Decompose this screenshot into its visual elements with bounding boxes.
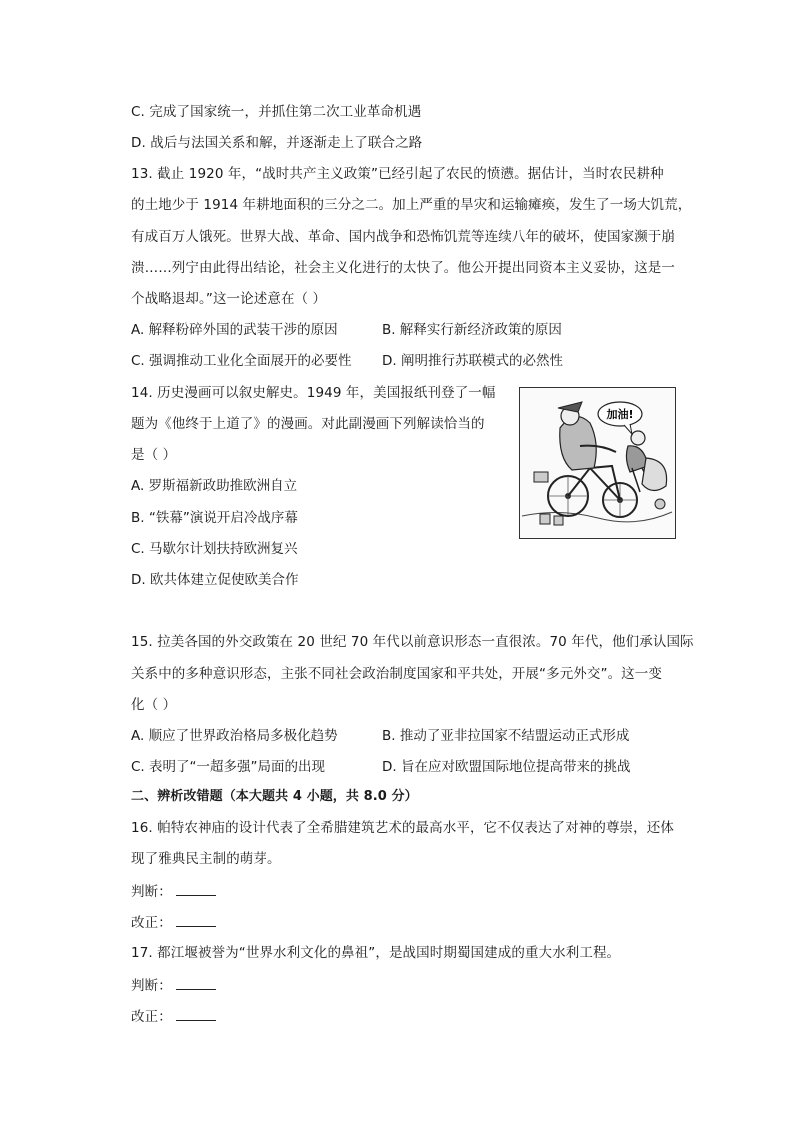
q17-fix-label: 改正：: [131, 1009, 172, 1025]
option-c-previous: C. 完成了国家统一，并抓住第二次工业革命机遇: [131, 104, 422, 120]
q15-option-c: C. 表明了“一超多强”局面的出现: [131, 759, 325, 775]
q14-option-b: B. “铁幕”演说开启冷战序幕: [131, 510, 298, 526]
option-d-previous: D. 战后与法国关系和解，并逐渐走上了联合之路: [131, 135, 423, 151]
q15-option-d: D. 旨在应对欧盟国际地位提高带来的挑战: [382, 759, 631, 775]
q16-line-2: 现了雅典民主制的萌芽。: [131, 851, 281, 867]
q13-line-3: 有成百万人饿死。世界大战、革命、国内战争和恐怖饥荒等连续八年的破坏，使国家濒于崩: [131, 229, 675, 245]
q17-judge-label: 判断：: [131, 978, 172, 994]
q13-line-4: 溃……列宁由此得出结论，社会主义化进行的太快了。他公开提出同资本主义妥协，这是一: [131, 260, 675, 276]
q17-line-1: 17. 都江堰被誉为“世界水利文化的鼻祖”，是战国时期蜀国建成的重大水利工程。: [131, 945, 621, 961]
q14-option-c: C. 马歇尔计划扶持欧洲复兴: [131, 541, 298, 557]
q13-option-d: D. 阐明推行苏联模式的必然性: [382, 353, 563, 369]
q13-line-2: 的土地少于 1914 年耕地面积的三分之二。加上严重的旱灾和运输瘫痪，发生了一场大饥荒，: [131, 197, 692, 213]
q17-fix: [131, 1006, 216, 1027]
q13-option-a: A. 解释粉碎外国的武装干涉的原因: [131, 322, 338, 338]
q14-option-a: A. 罗斯福新政助推欧洲自立: [131, 478, 298, 494]
q14-line-1: 14. 历史漫画可以叙史解史。1949 年，美国报纸刊登了一幅: [131, 385, 496, 401]
q15-line-3: 化（ ）: [131, 697, 177, 713]
q14-line-2: 题为《他终于上道了》的漫画。对此副漫画下列解读恰当的: [131, 416, 485, 432]
q13-line-1: 13. 截止 1920 年，“战时共产主义政策”已经引起了农民的愤懑。据估计，当时农民耕种: [131, 166, 664, 182]
q14-line-3: 是（ ）: [131, 447, 177, 463]
q16-line-1: 16. 帕特农神庙的设计代表了全希腊建筑艺术的最高水平，它不仅表达了对神的尊崇，还体: [131, 820, 674, 836]
q16-judge-label: 判断：: [131, 884, 172, 900]
section-2-heading: 二、辨析改错题（本大题共 4 小题，共 8.0 分）: [131, 789, 418, 804]
q15-line-1: 15. 拉美各国的外交政策在 20 世纪 70 年代以前意识形态一直很浓。70 年代，他们承认国际: [131, 634, 694, 650]
cartoon-speech-bubble: 加油!: [606, 408, 634, 421]
q13-option-c: C. 强调推动工业化全面展开的必要性: [131, 353, 352, 369]
q16-fix-blank[interactable]: [176, 912, 216, 927]
q17-judge-blank[interactable]: [176, 975, 216, 990]
q17-judge: [131, 975, 216, 996]
q16-fix: [131, 912, 216, 933]
q17-fix-blank[interactable]: [176, 1006, 216, 1021]
q15-line-2: 关系中的多种意识形态，主张不同社会政治制度国家和平共处，开展“多元外交”。这一变: [131, 666, 662, 682]
q15-option-a: A. 顺应了世界政治格局多极化趋势: [131, 728, 338, 744]
q16-judge-blank[interactable]: [176, 881, 216, 896]
q16-judge: [131, 881, 216, 902]
q14-option-d: D. 欧共体建立促使欧美合作: [131, 572, 299, 588]
q13-line-5: 个战略退却。”这一论述意在（ ）: [131, 291, 327, 307]
q15-option-b: B. 推动了亚非拉国家不结盟运动正式形成: [382, 728, 630, 744]
q13-option-b: B. 解释实行新经济政策的原因: [382, 322, 562, 338]
cartoon-image: [519, 387, 676, 539]
q16-fix-label: 改正：: [131, 915, 172, 931]
